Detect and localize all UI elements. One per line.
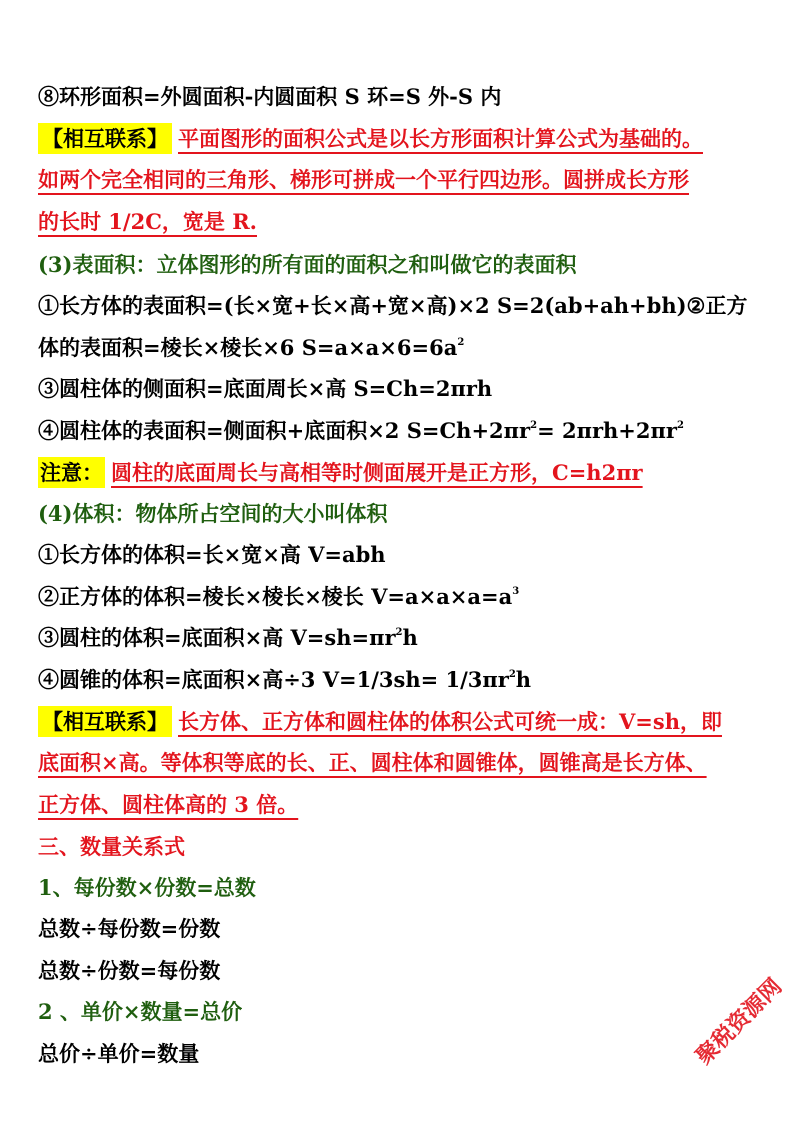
superscript: 2 [457, 337, 465, 348]
line-cone-volume [38, 669, 765, 690]
relation-tag: 【相互联系】 [38, 123, 172, 154]
cone-volume-text: ④圆锥的体积=底面积×高÷3 V=1/3sh= 1/3πr [38, 667, 509, 692]
heading-volume: (4)体积：物体所占空间的大小叫体积 [38, 501, 388, 526]
cylinder-volume-text: ③圆柱的体积=底面积×高 V=sh=πr [38, 625, 396, 650]
line-relation-6 [38, 794, 765, 815]
line-cuboid-surface: ①长方体的表面积=(长×宽+长×高+宽×高)×2 S=2(ab+ah+bh)②正方 [38, 293, 748, 318]
line-quantity-4: 2 、单价×数量=总价 [38, 999, 243, 1024]
line-cylinder-volume [38, 627, 765, 648]
heading-quantity-relations: 三、数量关系式 [38, 834, 185, 859]
relation-text-2: 如两个完全相同的三角形、梯形可拼成一个平行四边形。圆拼成长方形 [38, 167, 689, 192]
superscript: 2 [508, 669, 516, 680]
line-quantity-3: 总数÷份数=每份数 [38, 958, 221, 983]
line-ring-area: ⑧环形面积=外圆面积-内圆面积 S 环=S 外-S 内 [38, 84, 502, 109]
cube-volume-text: ②正方体的体积=棱长×棱长×棱长 V=a×a×a=a [38, 584, 513, 609]
line-cuboid-volume: ①长方体的体积=长×宽×高 V=abh [38, 542, 386, 567]
line-cylinder-lateral: ③圆柱体的侧面积=底面周长×高 S=Ch=2πrh [38, 376, 493, 401]
superscript: 3 [512, 586, 520, 597]
line-relation-4 [38, 706, 765, 737]
line-relation-3 [38, 211, 765, 232]
relation-text: 平面图形的面积公式是以长方形面积计算公式为基础的。 [178, 126, 703, 151]
cube-surface-text: 体的表面积=棱长×棱长×6 S=a×a×6=6a [38, 335, 458, 360]
line-note [38, 457, 765, 488]
superscript: 2 [676, 420, 684, 431]
watermark: 聚税资源网 [691, 974, 788, 1070]
heading-surface-area: (3)表面积：立体图形的所有面的面积之和叫做它的表面积 [38, 252, 577, 277]
note-tag: 注意： [38, 457, 105, 488]
relation-text-3: 的长时 1/2C，宽是 R. [38, 209, 257, 234]
relation-tag-2: 【相互联系】 [38, 706, 172, 737]
superscript: 2 [530, 420, 538, 431]
line-cube-volume [38, 586, 765, 607]
line-relation-1 [38, 123, 765, 154]
line-quantity-1: 1、每份数×份数=总数 [38, 875, 256, 900]
line-quantity-2: 总数÷每份数=份数 [38, 916, 221, 941]
cone-volume-text-b: h [515, 667, 532, 692]
superscript: 2 [395, 627, 403, 638]
line-quantity-5: 总价÷单价=数量 [38, 1041, 200, 1066]
line-relation-5 [38, 752, 765, 773]
relation-text-4: 长方体、正方体和圆柱体的体积公式可统一成：V=sh，即 [178, 709, 722, 734]
line-relation-2 [38, 169, 765, 190]
line-cylinder-surface [38, 420, 765, 441]
note-text: 圆柱的底面周长与高相等时侧面展开是正方形，C=h2πr [111, 460, 643, 485]
cylinder-volume-text-b: h [402, 625, 418, 650]
relation-text-5: 底面积×高。等体积等底的长、正、圆柱体和圆锥体，圆锥高是长方体、 [38, 750, 707, 775]
cylinder-surface-text-b: = 2πrh+2πr [537, 418, 677, 443]
relation-text-6: 正方体、圆柱体高的 3 倍。 [38, 792, 299, 817]
line-cube-surface [38, 337, 765, 358]
cylinder-surface-text: ④圆柱体的表面积=侧面积+底面积×2 S=Ch+2πr [38, 418, 531, 443]
